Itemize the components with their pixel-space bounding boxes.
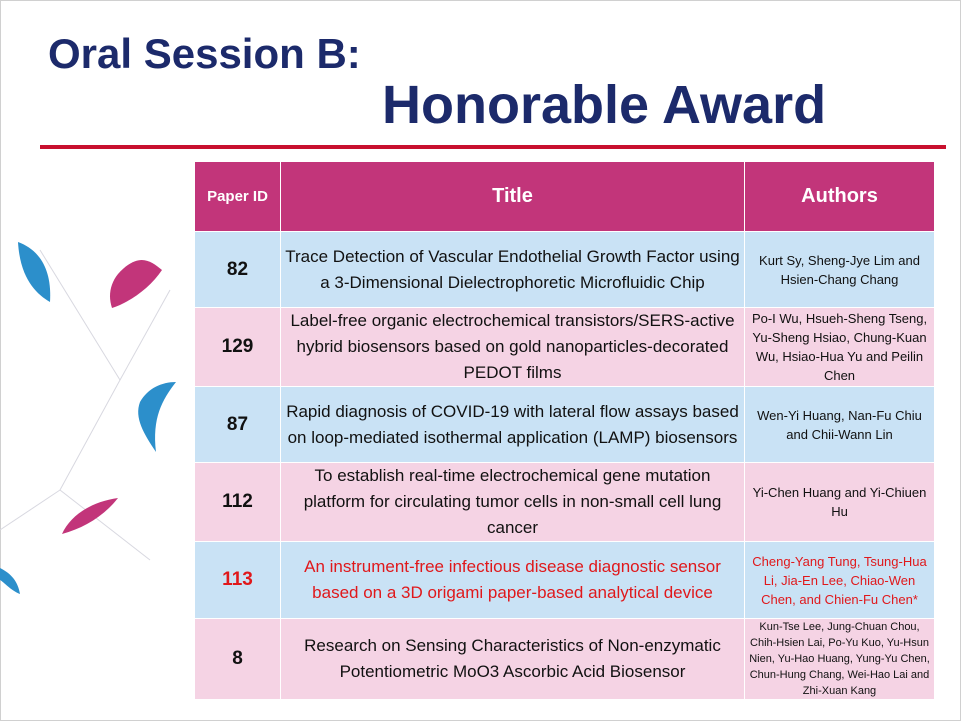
paper-title: Label-free organic electrochemical transistors/SERS-active hybrid biosensors based on gold nanoparticles-decorated PEDOT films [281,308,745,387]
paper-title: Research on Sensing Characteristics of Non-enzymatic Potentiometric MoO3 Ascorbic Acid Biosensor [281,619,745,700]
slide-title-line2: Honorable Award [382,75,827,135]
leaf-blue-3 [0,568,20,594]
table-row-highlighted [195,542,935,619]
paper-id: 113 [195,542,281,619]
decorative-leaves [0,230,200,610]
paper-id: 129 [195,308,281,387]
paper-title: Trace Detection of Vascular Endothelial Growth Factor using a 3-Dimensional Dielectrophoretic Microfluidic Chip [281,232,745,308]
leaf-blue-2 [138,382,176,452]
leaf-magenta-1 [110,260,162,308]
paper-title: To establish real-time electrochemical gene mutation platform for circulating tumor cells in non-small cell lung cancer [281,463,745,542]
paper-authors: Po-I Wu, Hsueh-Sheng Tseng, Yu-Sheng Hsiao, Chung-Kuan Wu, Hsiao-Hua Yu and Peilin Chen [745,308,935,387]
table-row [195,308,935,387]
paper-id: 112 [195,463,281,542]
table-header-row [195,162,935,232]
table-row [195,232,935,308]
paper-id: 8 [195,619,281,700]
table-row [195,619,935,700]
title-underline [40,145,946,149]
paper-authors: Wen-Yi Huang, Nan-Fu Chiu and Chii-Wann Lin [745,387,935,463]
table-row [195,387,935,463]
paper-id: 87 [195,387,281,463]
table-row [195,463,935,542]
paper-authors: Cheng-Yang Tung, Tsung-Hua Li, Jia-En Lee, Chiao-Wen Chen, and Chien-Fu Chen* [745,542,935,619]
paper-authors: Kun-Tse Lee, Jung-Chuan Chou, Chih-Hsien Lai, Po-Yu Kuo, Yu-Hsun Nien, Yu-Hao Huang, Yung-Yu Chen, Chun-Hung Chang, Wei-Hao Lai and Zhi-Xuan Kang [745,619,935,700]
leaf-blue-1 [18,242,50,302]
awards-table [194,161,935,700]
slide-title-line1: Oral Session B: [48,30,361,77]
header-title: Title [281,162,745,232]
header-paper-id: Paper ID [195,162,281,232]
paper-authors: Kurt Sy, Sheng-Jye Lim and Hsien-Chang Chang [745,232,935,308]
header-authors: Authors [745,162,935,232]
paper-id: 82 [195,232,281,308]
paper-title: Rapid diagnosis of COVID-19 with lateral flow assays based on loop-mediated isothermal application (LAMP) biosensors [281,387,745,463]
paper-title: An instrument-free infectious disease diagnostic sensor based on a 3D origami paper-based analytical device [281,542,745,619]
paper-authors: Yi-Chen Huang and Yi-Chiuen Hu [745,463,935,542]
